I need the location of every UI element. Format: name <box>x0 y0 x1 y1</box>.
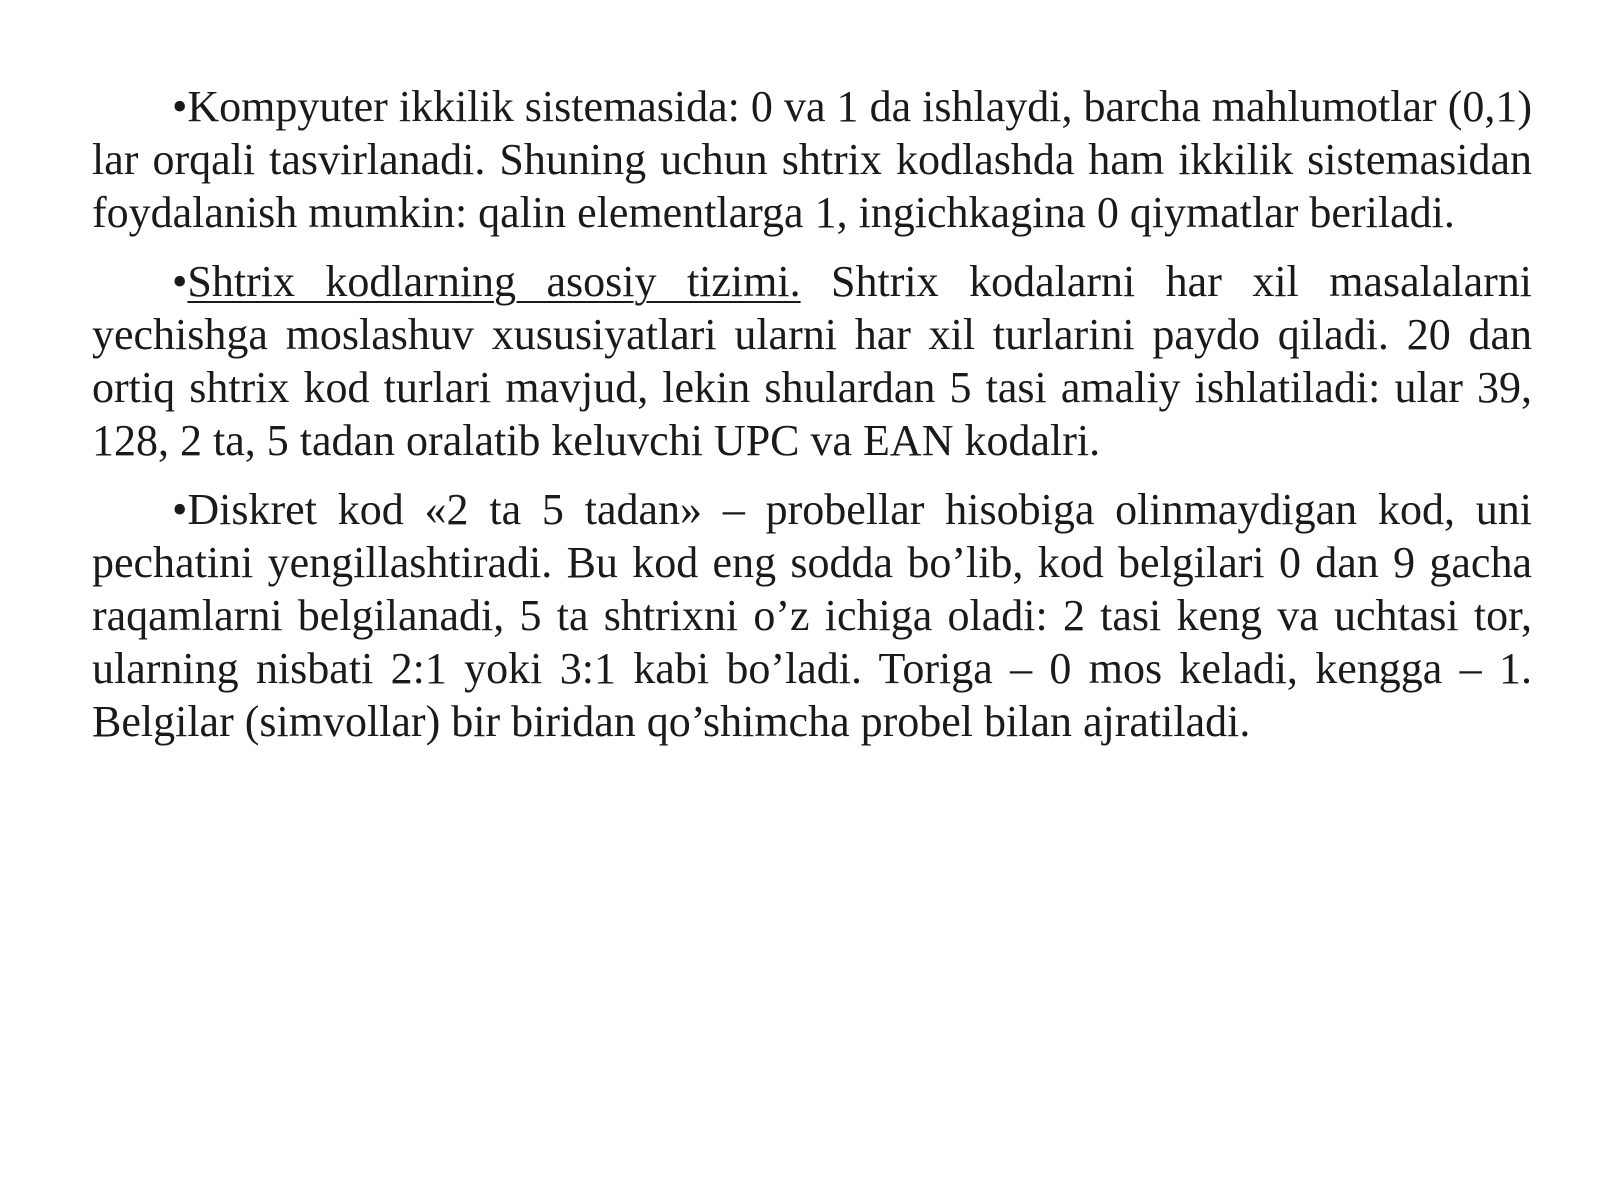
slide-body <box>92 80 1532 764</box>
bullet-icon: • <box>172 257 188 306</box>
bullet-icon: • <box>172 485 188 534</box>
paragraph-heading: Shtrix kodlarning asosiy tizimi. <box>187 257 801 306</box>
paragraph-text: Kompyuter ikkilik sistemasida: 0 va 1 da ishlaydi, barcha mahlumotlar (0,1) lar orqali tasvirlanadi. Shuning uchun shtrix kodlashda ham ikkilik sistemasidan foydalanish mumkin: qalin elementlarga 1, ingichkagina 0 qiymatlar beriladi. <box>92 82 1532 237</box>
paragraph-binary-system <box>92 80 1532 239</box>
bullet-icon: • <box>172 82 188 131</box>
paragraph-discrete-code <box>92 483 1532 748</box>
paragraph-text: Diskret kod «2 ta 5 tadan» – probellar hisobiga olinmaydigan kod, uni pechatini yengillashtiradi. Bu kod eng sodda bo’lib, kod belgilari 0 dan 9 gacha raqamlarni belgilanadi, 5 ta shtrixni o’z ichiga oladi: 2 tasi keng va uchtasi tor, ularning nisbati 2:1 yoki 3:1 kabi bo’ladi. Toriga – 0 mos keladi, kengga – 1. Belgilar (simvollar) bir biridan qo’shimcha probel bilan ajratiladi. <box>92 485 1532 746</box>
paragraph-text: Shtrix kodalarni har xil masalalarni yechishga moslashuv xususiyatlari ularni har xil turlarini paydo qiladi. 20 dan ortiq shtrix kod turlari mavjud, lekin shulardan 5 tasi amaliy ishlatiladi: ular 39, 128, 2 ta, 5 tadan oralatib keluvchi UPC va EAN kodalri. <box>92 257 1532 465</box>
paragraph-barcode-systems <box>92 255 1532 467</box>
